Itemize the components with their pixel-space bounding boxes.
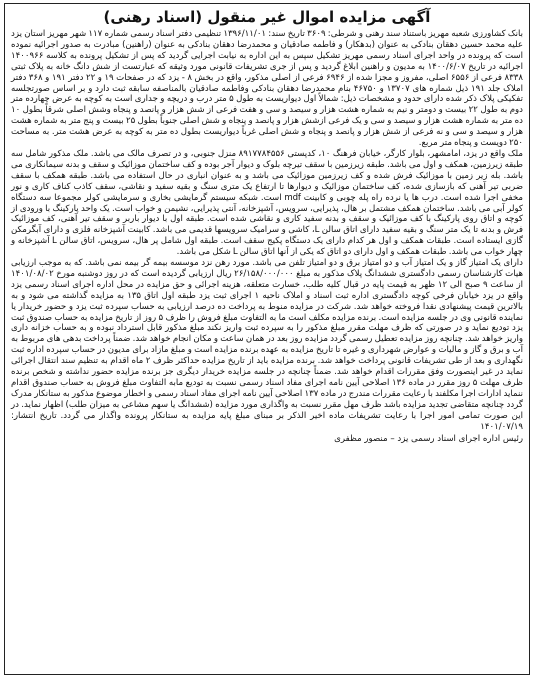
notice-paragraph: بانک کشاورزی شعبه مهریز باستناد سند رهنی و شرطی: ۳۶۰۹ تاریخ سند: ۱۳۹۶/۱۱/۰۱ تنظیمی دفتر اسناد رسمی شماره ۱۱۷ شهر مهریز استان یزد علیه محمد حسین دهقان بنادکی به عنوان (بدهکار) و فاطمه صادقیان و محمدرضا دهقان بنادکی به عنوان (راهنین) مبادرت به صدور اجرائیه نموده است که پرونده در واحد اجرای اسناد رسمی مهریز تشکیل سپس به این اداره به نیابت اجرایی گردید که پس از تشکیل پرونده به کلاسه ۱۴۰۰۹۶۶ اجرائیه در تاریخ ۱۴۰۰/۶/۰۷ به مدیون و راهنین ابلاغ گردید و پس از جری تشریفات قانونی مورد وثیقه که عبارتست از شش دانگ خانه به پلاک ثبتی ۸۳۳۸ فرعی از ۶۵۵۶ اصلی، مفروز و مجزا شده از ۶۹۴۶ فرعی از اصلی مذکور، واقع در بخش ۸ - یزد که در صفحات ۱۹ و ۲۲ دفتر ۱۹۱ و ۳۶۸ دفتر املاک جلد ۱۹۱ ذیل شماره های ۱۳۷۰۷ و ۴۶۷۵۰ بنام محمدرضا دهقان بنادکی وفاطمه صادقیان بالمناصفه سابقه ثبت دارد و بر اساس صورتجلسه تفکیکی پلاک ذکر شده دارای حدود و مشخصات ذیل: شمالاً اول دیواریست به طول ۵ متر درب و دریچه و جداری است به کوچه به عرض چهارده متر دوم به طول ۲۲ بیست و دومتر و نیم به شماره هشت هزار و سیصد و سی و هفت فرعی از شش هزار و پانصد و پنجاه وشش اصلی شرقاً بطول ۱۰ ده متر به شماره هشت هزار و سیصد و سی و یک فرعی ازشش هزار و پانصد و پنجاه و شش اصلی جنوباً بطول ۲۵ بیست و پنج متر به شماره هشت هزار و سیصد و سی و نه فرعی از شش هزار و پانصد و پنجاه و شش اصلی غرباً دیواریست بطول ده متر به کوچه به عرض هشت متر. به مساحت ۲۵۰ دویست و پنجاه متر مربع. <box>11 29 524 149</box>
notice-paragraph: ملک واقع در یزد، امامشهر، بلوار کارگر، خیابان فرهنگ ۱۰، کدپستی ۸۹۱۷۷۸۴۵۵۶ منزل جنوبی، و در تصرف مالک می باشد. ملک مذکور شامل سه طبقه زیرزمین، همکف و اول می باشد. طبقه زیرزمین با سقف تیرچه بلوک و دیوار آجر بوده و کف ساختمان موزائیک و سقف و بدنه سیمانکاری می باشد. بله زیر زمین با موزائیک فرش شده و کف زیرزمین موزائیک می باشد و به عنوان انباری در حال استفاده می باشد. طبقه همکف با سقف ضربی تیر آهنی که بازسازی شده، کف ساختمان موزائیک و دیوارها تا ارتفاع یک متری سنگ و بقیه سفید و نقاشی، سقف کاذب کناف کاری و نور مخفی اجرا شده است. درب ها یا نرده راه پله چوبی و کابینت mdf است. شبکه سیستم گرمایشی بخاری و سرمایشی کولر مجموعا سه دستگاه کولر آبی می باشد. ساختمان همکف مشتمل بر هال، پذیرایی، سرویس، آشپزخانه، آنتی پذیرایی، نشیمن و خواب است. یک واحد پارکینگ با ورودی از کوچه و اتاق روی پارکینگ با کف موزائیک و سقف و بدنه سفید کاری و نقاشی شده است. طبقه اول با دیوار باربر و سقف تیر آهنی، کف موزائیک فرش و بدنه تا یک متر سنگ و بقیه سفید دارای اتاق سالن L، کاشی و سرامیک سرویسها قدیمی می باشد. کابینت آشپزخانه فلزی و دارای آبگرمکن گازی ایستاده است. طبقات همکف و اول هر کدام دارای یک دستگاه پکیج سقف است. طبقه اول شامل پر هال، سرویس، اتاق سالن L آشپزخانه و چهار خواب می باشد. طبقات همکف و اول دارای دو اتاق که یکی از آنها اتاق سالن L شکل می باشد. <box>11 148 523 258</box>
notice-body <box>11 29 523 433</box>
notice-paragraph: دارای یک امتیاز گاز و یک امتیاز آب و دو امتیاز برق و دو امتیاز تلفن می باشد. مورد رهن نزد موسسه بیمه گر بیمه نمی باشد. که به موجب ارزیابی هیات کارشناسان رسمی دادگستری ششدانگ پلاک مذکور به مبلغ ۲۶/۱۵۸/۰۰۰/۰۰۰ ریال ارزیابی گردیده است که در روز دوشنبه مورخ ۱۴۰۱/۰۸/۰۲ از ساعت ۹ صبح الی ۱۲ ظهر به قیمت پایه در قبال کلیه طلب، خسارت متعلقه، هزینه اجرائی و حق مزایده در محل اداره اجرای اسناد رسمی یزد واقع در یزد خیابان فرخی کوچه دادگستری اداره ثبت اسناد و املاک ناحیه ۱ اجرای ثبت یزد طبقه اول اتاق ۱۳۵ به مزایده گذاشته می شود و به بالاترین قیمت پیشنهادی نقدا فروخته خواهد شد. شرکت در مزایده منوط به پرداخت ده درصد ارزیابی به حساب سپرده ثبت یزد و حضور خریدار یا نماینده قانونی وی در جلسه مزایده است. برنده مزایده مکلف است ما به التفاوت مبلغ فروش را ظرف ۵ روز از تاریخ مزایده به حساب صندوق ثبت یزد تودیع نماید و در صورتی که ظرف مهلت مقرر مبلغ مذکور را به سپرده ثبت واریز نکند مبلغ مذکور قابل استرداد نبوده و به حساب خزانه داری واریز خواهد شد. چنانچه روز مزایده تعطیل رسمی گردد مزایده روز بعد در همان ساعت و مکان انجام خواهد شد. ضمناً پرداخت بدهی های مربوط به آب و برق و گاز و مالیات و عوارض شهرداری و غیره تا تاریخ مزایده به عهده برنده مزایده است و مبلغ مازاد برای مدیون در حساب سپرده اداره ثبت نگهداری و بعد از طی تشریفات قانونی پرداخت خواهد شد. برنده مزایده باید از تاریخ مزایده حداکثر ظرف ۲ ماه اقدام به تنظیم سند انتقال اجرائی نماید در غیر اینصورت وفق مقررات اقدام خواهد شد. ضمناً چنانچه در جلسه مزایده خریدار دیگری جز برنده مزایده حضور نداشته و شخص برنده ظرف مهلت ۵ روز مقرر در ماده ۱۳۶ اصلاحی آیین نامه اجرای مفاد اسناد رسمی نسبت به تودیع مابه التفاوت مبلغ فروش به حساب صندوق اقدام ننماید ادارات اجرا مکلفند با رعایت مقررات مندرج در ماده ۱۳۷ اصلاحی آیین نامه اجرای مفاد اسناد رسمی و اخطار موضوع مذکور به ستانکار مدرک گردد چنانچه متقاضی تجدید مزایده باشد ظرف مهل مقرر نسبت به واگذاری مورد مزایده (ششدانگ یا سهم مشاعی به میزان طلب) اظهار نماید. در این صورت تمامی امور اجرا با رعایت تشریفات ماده اخیر الذکر بر مبنای مبلغ پایه مزایده به ستانکار پرونده واگذار می گردد. تاریخ انتشار: ۱۴۰۱/۰۷/۱۹ <box>11 258 523 432</box>
auction-notice <box>4 3 530 675</box>
notice-title: آگهی مزایده اموال غیر منقول (اسناد رهنی) <box>103 8 431 26</box>
signature-line: رئیس اداره اجرای اسناد رسمی یزد – منصور مظفری <box>334 433 523 444</box>
